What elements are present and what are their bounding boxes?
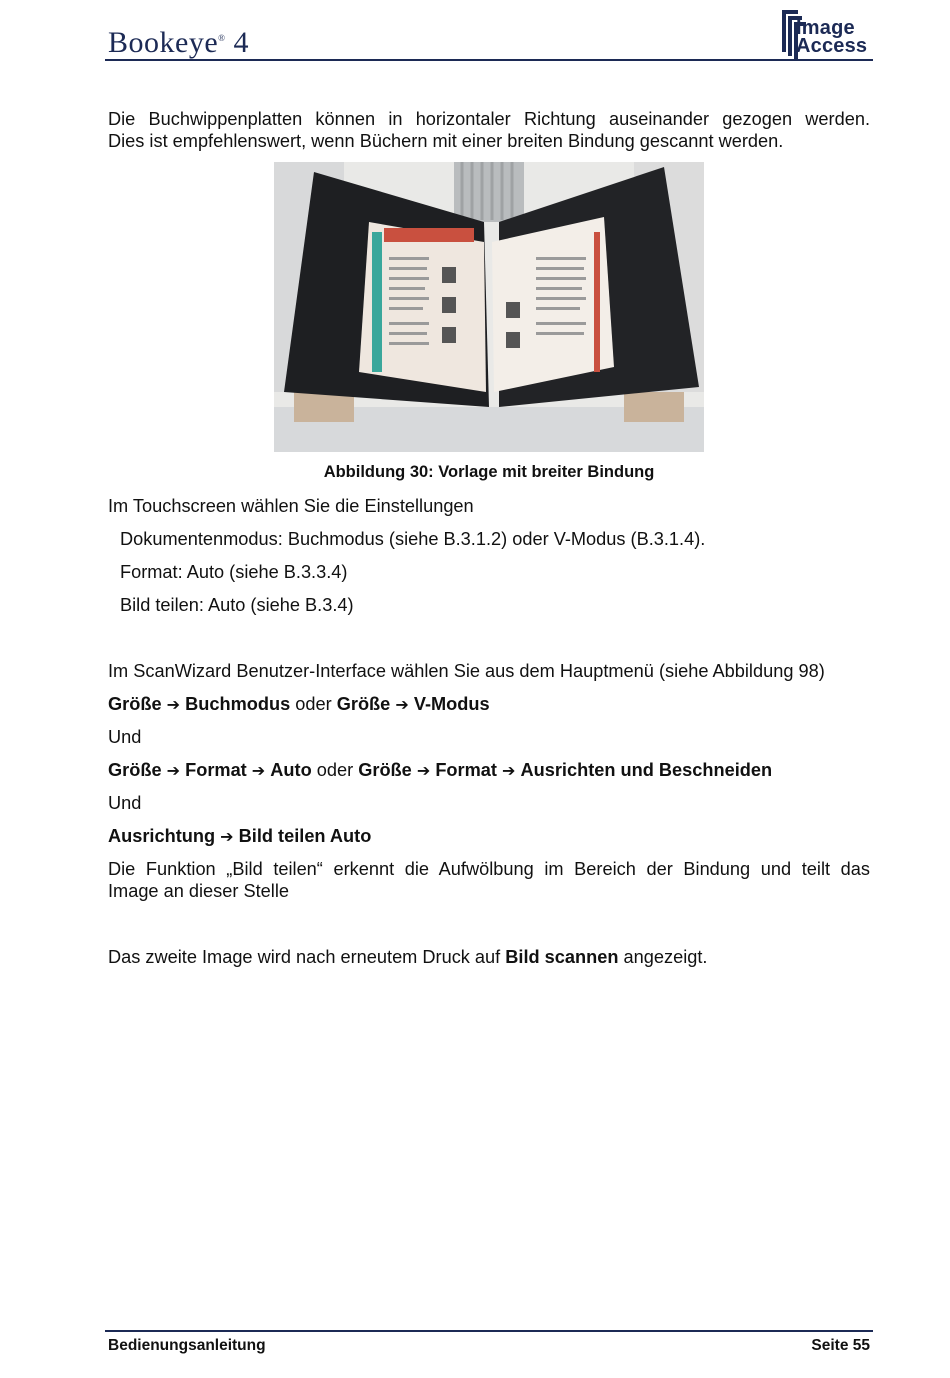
menu-item: Ausrichten und Beschneiden (520, 760, 773, 780)
menu-path-line-2 (108, 759, 870, 782)
header-divider (105, 59, 873, 61)
split-description-line-1: Die Funktion „Bild teilen“ erkennt die Aufwölbung im Bereich der Bindung und teilt das (108, 859, 870, 879)
arrow-icon: ➔ (502, 761, 516, 780)
menu-item: Bild teilen Auto (238, 826, 372, 846)
touchscreen-item-2: Format: Auto (siehe B.3.3.4) (120, 562, 348, 582)
company-name-line2: Access (796, 35, 868, 57)
menu-item: V-Modus (413, 694, 490, 714)
arrow-icon: ➔ (251, 761, 266, 780)
und-text-1: Und (108, 727, 142, 747)
menu-item: Format (435, 760, 497, 780)
brand-name: Bookeye (108, 26, 219, 59)
page-header (0, 0, 950, 64)
connector-text: oder (295, 694, 332, 714)
arrow-icon: ➔ (416, 761, 431, 780)
menu-item: Ausrichtung (108, 826, 216, 846)
menu-path-line-1 (108, 693, 870, 716)
closing-text-before: Das zweite Image wird nach erneutem Druck auf (108, 947, 501, 967)
menu-item: Auto (270, 760, 312, 780)
menu-item: Größe (358, 760, 412, 780)
intro-line-1: Die Buchwippenplatten können in horizontaler Richtung auseinander gezogen werden. (108, 109, 870, 129)
company-name-line1: Image (796, 17, 855, 39)
scanwizard-heading: Im ScanWizard Benutzer-Interface wählen Sie aus dem Hauptmenü (siehe Abbildung 98) (108, 661, 825, 681)
menu-item: Buchmodus (185, 694, 291, 714)
menu-item: Format (185, 760, 247, 780)
connector-text: oder (316, 760, 354, 780)
footer-divider (105, 1330, 873, 1332)
touchscreen-heading: Im Touchscreen wählen Sie die Einstellungen (108, 496, 474, 516)
menu-item: Größe (108, 694, 162, 714)
footer-document-title: Bedienungsanleitung (108, 1337, 266, 1354)
intro-line-2: Dies ist empfehlenswert, wenn Büchern mit einer breiten Bindung gescannt werden. (108, 131, 784, 151)
brand-version: 4 (233, 26, 249, 59)
menu-path-line-3 (108, 825, 870, 848)
book-cradle-illustration (274, 162, 704, 452)
arrow-icon: ➔ (166, 695, 181, 714)
menu-item: Größe (336, 694, 391, 714)
menu-item: Größe (108, 760, 162, 780)
image-access-logo (780, 8, 874, 60)
closing-text-after: angezeigt. (623, 947, 708, 967)
arrow-icon: ➔ (220, 827, 234, 846)
und-text-2: Und (108, 793, 142, 813)
closing-bold-text: Bild scannen (505, 947, 619, 967)
book-cradle-photo (274, 162, 704, 452)
bookeye-logo: Bookeye® 4 (108, 26, 249, 59)
touchscreen-item-3: Bild teilen: Auto (siehe B.3.4) (120, 595, 354, 615)
split-description-line-2: Image an dieser Stelle (108, 881, 289, 901)
footer-page-number: Seite 55 (811, 1337, 870, 1354)
arrow-icon: ➔ (166, 761, 181, 780)
figure-caption: Abbildung 30: Vorlage mit breiter Bindung (323, 463, 655, 481)
touchscreen-item-1: Dokumentenmodus: Buchmodus (siehe B.3.1.2) oder V-Modus (B.3.1.4). (120, 529, 706, 549)
closing-paragraph (108, 946, 870, 969)
arrow-icon: ➔ (395, 695, 409, 714)
